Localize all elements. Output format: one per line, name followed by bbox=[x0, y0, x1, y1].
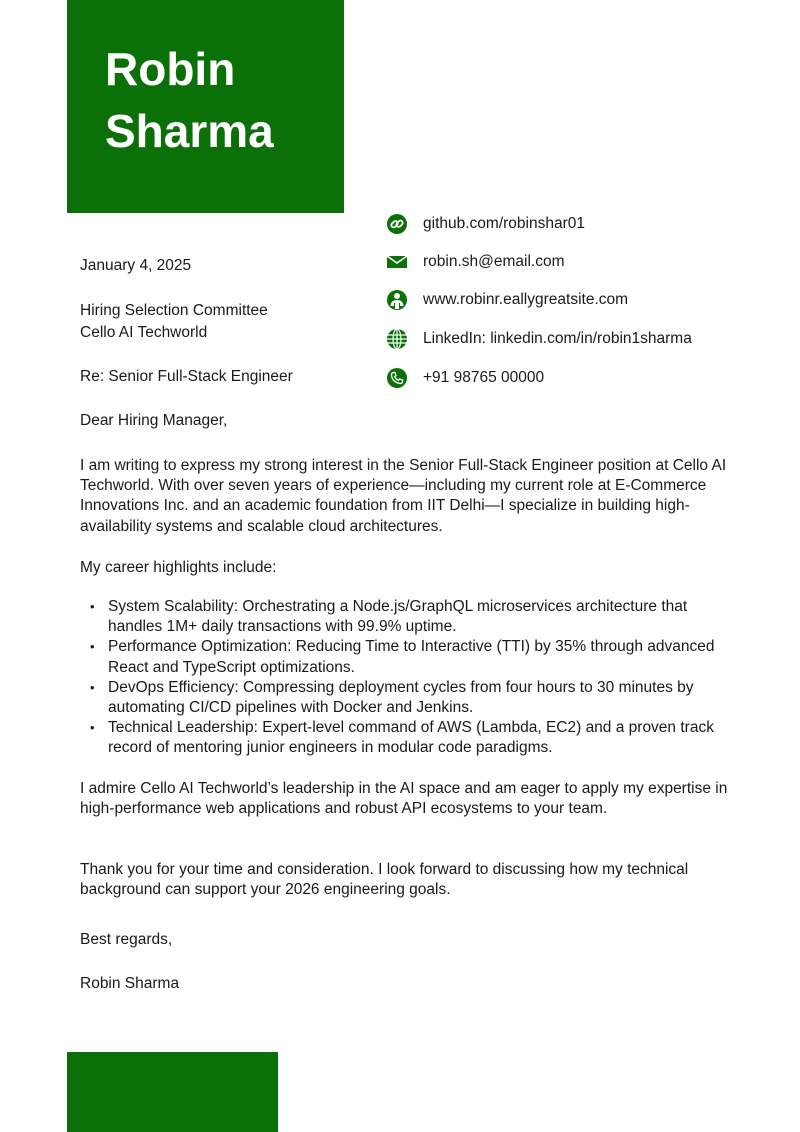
contact-phone[interactable] bbox=[386, 365, 544, 391]
globe-icon bbox=[386, 328, 408, 350]
applicant-name bbox=[105, 38, 274, 162]
highlights-intro: My career highlights include: bbox=[80, 559, 277, 576]
recipient-company: Cello AI Techworld bbox=[80, 324, 208, 341]
name-first: Robin bbox=[105, 43, 236, 95]
contact-text: LinkedIn: linkedin.com/in/robin1sharma bbox=[423, 330, 692, 347]
closing: Best regards, bbox=[80, 931, 173, 948]
contact-text: robin.sh@email.com bbox=[423, 253, 565, 270]
recipient-name: Hiring Selection Committee bbox=[80, 302, 268, 319]
name-last: Sharma bbox=[105, 105, 274, 157]
highlight-item: • System Scalability: Orchestrating a Node.js/GraphQL microservices architecture that handles 1M+ daily transactions with 99.9% uptime. bbox=[90, 597, 730, 637]
salutation: Dear Hiring Manager, bbox=[80, 412, 228, 429]
phone-icon bbox=[386, 367, 408, 389]
envelope-icon bbox=[386, 251, 408, 273]
contact-email[interactable] bbox=[386, 249, 565, 275]
signature: Robin Sharma bbox=[80, 975, 180, 992]
footer-accent-block bbox=[67, 1052, 278, 1132]
contact-text: github.com/robinshar01 bbox=[423, 215, 585, 232]
letter-subject: Re: Senior Full-Stack Engineer bbox=[80, 368, 293, 385]
contact-website[interactable] bbox=[386, 287, 628, 313]
contact-text: www.robinr.eallygreatsite.com bbox=[423, 291, 629, 308]
link-icon bbox=[386, 213, 408, 235]
thanks-paragraph: Thank you for your time and consideration. I look forward to discussing how my technical background can support your 2026 engineering goals. bbox=[80, 861, 689, 899]
highlight-item: • DevOps Efficiency: Compressing deployment cycles from four hours to 30 minutes by automating CI/CD pipelines with Docker and Jenkins. bbox=[90, 678, 730, 718]
admire-paragraph: I admire Cello AI Techworld’s leadership in the AI space and am eager to apply my expertise in high-performance web applications and robust API ecosystems to your team. bbox=[80, 780, 728, 818]
contact-text: +91 98765 00000 bbox=[423, 369, 545, 386]
intro-paragraph: I am writing to express my strong interest in the Senior Full-Stack Engineer position at Cello AI Techworld. With over seven years of experience—including my current role at E-Commerce Innovations Inc. and an academic foundation from IIT Delhi—I specialize in building high-availability systems and scalable cloud architectures. bbox=[80, 457, 727, 535]
highlight-item: • Performance Optimization: Reducing Time to Interactive (TTI) by 35% through advanced React and TypeScript optimizations. bbox=[90, 637, 730, 677]
contact-linkedin[interactable] bbox=[386, 326, 692, 352]
letter-date: January 4, 2025 bbox=[80, 257, 192, 274]
highlights-list bbox=[90, 597, 730, 759]
contact-github[interactable] bbox=[386, 211, 585, 237]
highlight-item: • Technical Leadership: Expert-level command of AWS (Lambda, EC2) and a proven track record of mentoring junior engineers in modular code paradigms. bbox=[90, 718, 730, 758]
name-banner bbox=[67, 0, 344, 213]
person-icon bbox=[386, 289, 408, 311]
